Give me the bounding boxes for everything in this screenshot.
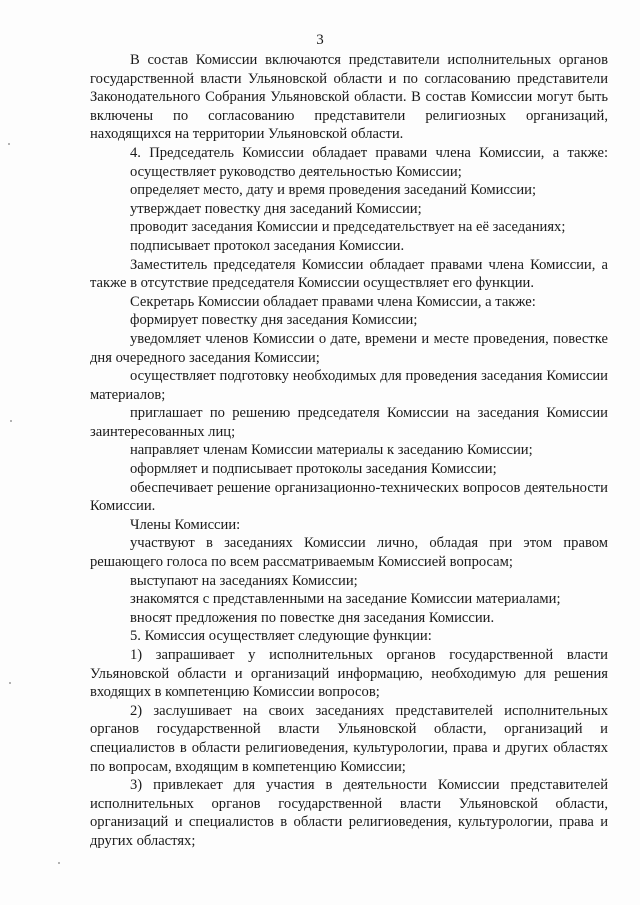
scan-speck (9, 682, 11, 684)
paragraph-secretary-duty-3: осуществляет подготовку необходимых для проведения заседания Комиссии материалов; (90, 368, 608, 403)
paragraph-chairman-duty-5: подписывает протокол заседания Комиссии. (130, 237, 405, 254)
paragraph-members-duty-3: знакомятся с представленными на заседание Комиссии материалами; (130, 591, 561, 608)
scan-speck (58, 862, 60, 864)
scan-speck (8, 143, 10, 145)
paragraph-secretary-duty-7: обеспечивает решение организационно-технических вопросов деятельности Комиссии. (90, 479, 608, 515)
paragraph-secretary-duty-4: приглашает по решению председателя Комиссии на заседания Комиссии заинтересованных лиц; (90, 405, 608, 440)
scan-speck (10, 420, 12, 422)
page-number: 3 (316, 32, 324, 48)
paragraph-function-2: 2) заслушивает на своих заседаниях представителей исполнительных органов государственной власти Ульяновской области, организаций и специалистов в области религиоведения, культурологии, права и других областях по вопросам, входящим в компетенцию Комиссии; (90, 702, 608, 775)
paragraph-chairman-rights: 4. Председатель Комиссии обладает правами члена Комиссии, а также: (130, 144, 608, 161)
paragraph-members-duty-2: выступают на заседаниях Комиссии; (130, 572, 358, 589)
paragraph-deputy-chairman: Заместитель председателя Комиссии обладает правами члена Комиссии, а также в отсутствие председателя Комиссии осуществляет его функции. (90, 256, 608, 292)
paragraph-chairman-duty-2: определяет место, дату и время проведения заседаний Комиссии; (130, 182, 537, 199)
paragraph-chairman-duty-3: утверждает повестку дня заседаний Комиссии; (130, 200, 422, 217)
paragraph-secretary-duty-1: формирует повестку дня заседания Комиссии; (130, 312, 418, 329)
paragraph-secretary-duty-6: оформляет и подписывает протоколы заседания Комиссии; (130, 461, 497, 478)
paragraph-members-heading: Члены Комиссии: (130, 516, 241, 533)
paragraph-secretary-duty-5: направляет членам Комиссии материалы к заседанию Комиссии; (130, 442, 533, 459)
paragraph-function-1: 1) запрашивает у исполнительных органов государственной власти Ульяновской области и организаций информацию, необходимую для решения входящих в компетенцию Комиссии вопросов; (90, 647, 608, 701)
paragraph-commission-composition: В состав Комиссии включаются представители исполнительных органов государственной власти Ульяновской области и по согласованию представители Законодательного Собрания Ульяновской области. В состав Комиссии могут быть включены по согласованию представители религиозных организаций, находящихся на территории Ульяновской области. (90, 52, 608, 143)
paragraph-members-duty-4: вносят предложения по повестке дня заседания Комиссии. (130, 609, 495, 626)
paragraph-secretary-rights: Секретарь Комиссии обладает правами члена Комиссии, а также: (130, 293, 536, 310)
paragraph-functions-heading: 5. Комиссия осуществляет следующие функции: (130, 628, 432, 645)
paragraph-function-3: 3) привлекает для участия в деятельности Комиссии представителей исполнительных органов государственной власти Ульяновской области, организаций и специалистов в области религиоведения, культурологии, права и других областях; (90, 777, 608, 849)
paragraph-secretary-duty-2: уведомляет членов Комиссии о дате, времени и месте проведения, повестке дня очередного заседания Комиссии; (90, 330, 608, 366)
document-body (90, 51, 608, 851)
paragraph-chairman-duty-1: осуществляет руководство деятельностью Комиссии; (130, 163, 462, 180)
paragraph-chairman-duty-4: проводит заседания Комиссии и председательствует на её заседаниях; (130, 219, 566, 236)
paragraph-members-duty-1: участвуют в заседаниях Комиссии лично, обладая при этом правом решающего голоса по всем рассматриваемым Комиссией вопросам; (90, 535, 608, 571)
